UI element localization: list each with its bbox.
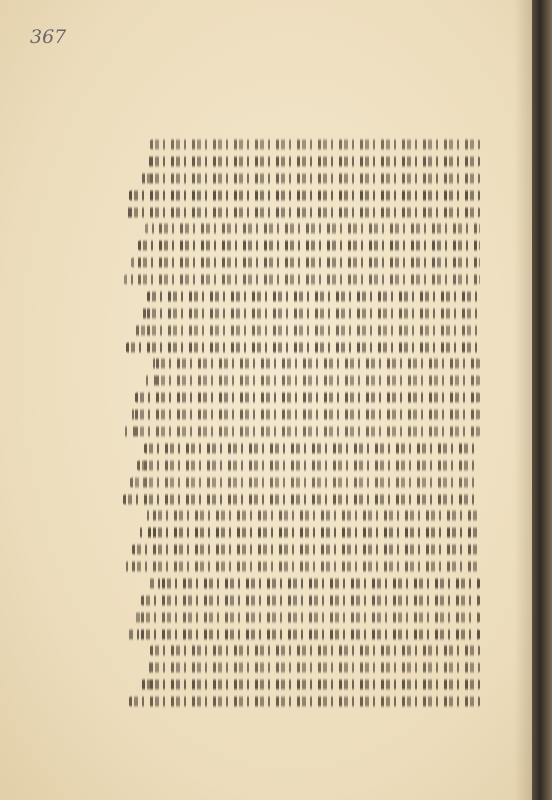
manuscript-line bbox=[129, 695, 480, 708]
manuscript-line bbox=[139, 526, 480, 539]
manuscript-line bbox=[129, 189, 480, 202]
manuscript-line bbox=[144, 442, 480, 455]
manuscript-line bbox=[145, 222, 480, 235]
manuscript-line bbox=[142, 374, 480, 387]
manuscript-line bbox=[124, 273, 480, 286]
manuscript-line bbox=[147, 290, 480, 303]
manuscript-line bbox=[140, 307, 480, 320]
manuscript-line bbox=[133, 324, 480, 337]
manuscript-line bbox=[146, 509, 480, 522]
manuscript-line bbox=[122, 206, 480, 219]
manuscript-line bbox=[128, 408, 480, 421]
manuscript-line bbox=[137, 459, 480, 472]
manuscript-line bbox=[127, 628, 480, 641]
manuscript-line bbox=[149, 357, 480, 370]
manuscript-line bbox=[141, 594, 480, 607]
manuscript-text-block bbox=[120, 138, 480, 712]
manuscript-line bbox=[143, 661, 480, 674]
manuscript-line bbox=[148, 577, 480, 590]
manuscript-line bbox=[150, 644, 480, 657]
manuscript-line bbox=[131, 256, 480, 269]
folio-number: 367 bbox=[30, 26, 67, 48]
manuscript-line bbox=[135, 391, 480, 404]
manuscript-line bbox=[134, 611, 480, 624]
manuscript-line bbox=[136, 172, 480, 185]
manuscript-line bbox=[125, 560, 480, 573]
manuscript-line bbox=[123, 493, 480, 506]
manuscript-line bbox=[126, 341, 480, 354]
manuscript-line bbox=[130, 476, 480, 489]
book-binding bbox=[532, 0, 552, 800]
manuscript-line bbox=[150, 138, 480, 151]
manuscript-line bbox=[138, 239, 480, 252]
manuscript-line bbox=[121, 425, 480, 438]
manuscript-line bbox=[143, 155, 480, 168]
manuscript-line bbox=[132, 543, 480, 556]
manuscript-line bbox=[136, 678, 480, 691]
gutter-shadow bbox=[514, 0, 532, 800]
